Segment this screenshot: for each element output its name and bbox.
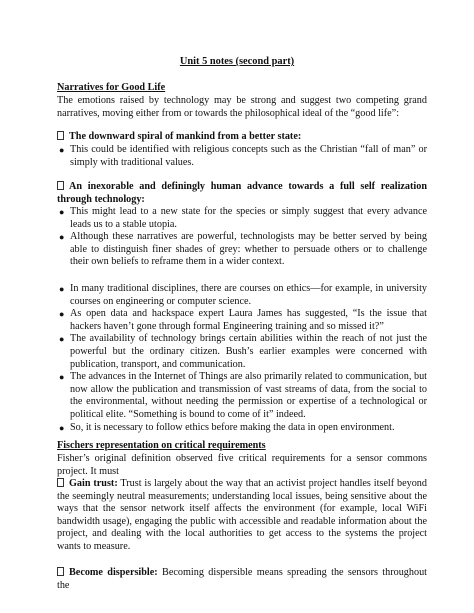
list-item: ● In many traditional disciplines, there are courses on ethics—for example, in university courses on engineering or computer science. xyxy=(59,283,427,307)
downward-heading xyxy=(57,131,427,144)
inexorable-heading xyxy=(57,181,427,206)
bullet-icon: ● xyxy=(59,372,65,383)
downward-heading-text: The downward spiral of mankind from a better state: xyxy=(69,131,302,142)
gain-trust-label: Gain trust: xyxy=(69,478,118,489)
narratives-intro: The emotions raised by technology may be strong and suggest two competing grand narratives, moving either from or towards the philosophical ideal of the “good life”: xyxy=(57,95,427,119)
dispersible-label: Become dispersible: xyxy=(69,567,158,578)
checkbox-icon xyxy=(57,181,64,190)
bullet-icon: ● xyxy=(59,334,65,345)
fischer-heading: Fischers representation on critical requirements xyxy=(57,440,266,451)
ethics-list xyxy=(57,283,427,434)
gain-trust-paragraph xyxy=(57,478,427,554)
checkbox-icon xyxy=(57,567,64,576)
narratives-heading: Narratives for Good Life xyxy=(57,82,166,93)
bullet-icon: ● xyxy=(59,145,65,155)
bullet-icon: ● xyxy=(59,232,65,243)
fischer-intro: Fisher’s original definition observed five critical requirements for a sensor commons project. It must xyxy=(57,453,427,477)
page-title: Unit 5 notes (second part) xyxy=(179,56,295,67)
dispersible-paragraph xyxy=(57,567,427,592)
checkbox-icon xyxy=(57,478,64,487)
bullet-icon: ● xyxy=(59,422,65,433)
list-item: ● This might lead to a new state for the species or simply suggest that every advance leads us to a stable utopia. xyxy=(59,206,427,230)
list-item: ● Although these narratives are powerful, technologists may be better served by being able to distinguish finer shades of grey: whether to persuade others or to challenge their own beliefs to reframe them in a wider context. xyxy=(59,231,427,268)
list-item: ● The advances in the Internet of Things are also primarily related to communication, but now allow the publication and transmission of vast streams of data, from the social to the environmental, without needing the permission or expertise of a technological or political elite. “Something is bound to come of it” indeed. xyxy=(59,371,427,420)
gain-trust-text: Trust is largely about the way that an activist project handles itself beyond the seemingly neutral measurements; understanding local issues, being sensitive about the ways that the sensor network itself affects the environment (for example, local WiFi bandwidth usage), engaging the public with accessible and readable information about the project, and dealing with the local authorities to get access to the systems the project wants to measure. xyxy=(57,478,427,552)
downward-list xyxy=(57,144,427,169)
list-item: ● As open data and hackspace expert Laura James has suggested, “Is the issue that hackers haven’t gone through formal Engineering training and so missed it?” xyxy=(59,308,427,332)
list-item: ● The availability of technology brings certain abilities within the reach of not just the powerful but the ordinary citizen. Bush’s earlier examples were concerned with publication, transport, and communication. xyxy=(59,333,427,370)
inexorable-list xyxy=(57,206,427,269)
bullet-icon: ● xyxy=(59,309,65,320)
bullet-icon: ● xyxy=(59,284,65,294)
dispersible-text: Becoming dispersible means spreading the sensors throughout the xyxy=(57,567,427,591)
list-item: ● So, it is necessary to follow ethics before making the data in open environment. xyxy=(59,421,395,433)
list-item: ● This could be identified with religious concepts such as the Christian “fall of man” or simply with traditional values. xyxy=(59,144,427,168)
inexorable-heading-text: An inexorable and definingly human advance towards a full self realization through technology: xyxy=(57,181,427,205)
checkbox-icon xyxy=(57,131,64,140)
bullet-icon: ● xyxy=(59,207,65,217)
